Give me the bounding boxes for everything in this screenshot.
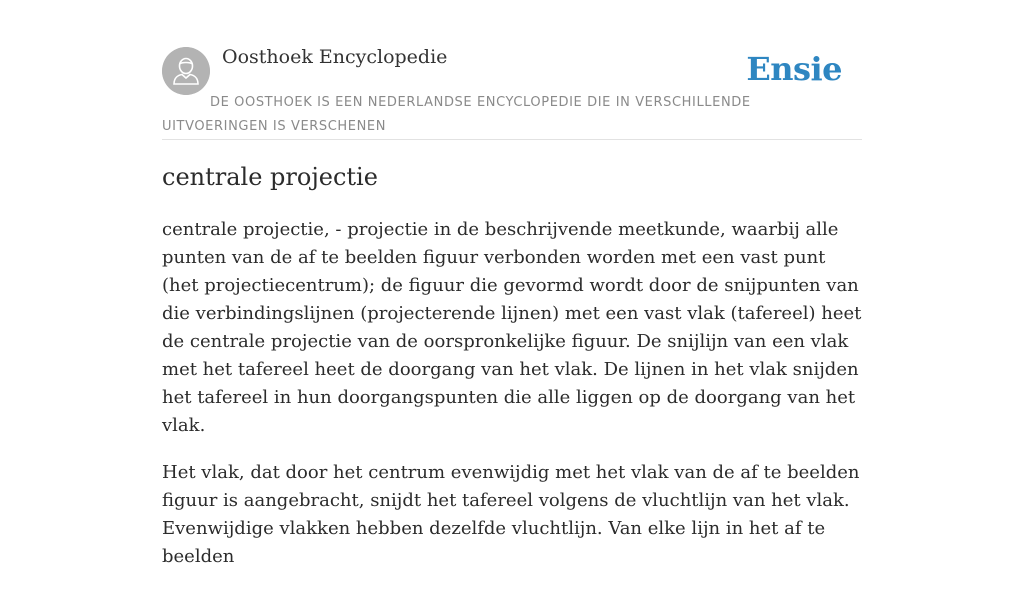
- source-name[interactable]: Oosthoek Encyclopedie: [222, 46, 448, 68]
- source-tagline: DE OOSTHOEK IS EEN NEDERLANDSE ENCYCLOPEDIE DIE IN VERSCHILLENDE UITVOERINGEN IS VERSCHENEN: [162, 95, 751, 134]
- article-paragraph: Het vlak, dat door het centrum evenwijdig met het vlak van de af te beelden figuur is aangebracht, snijdt het tafereel volgens de vluchtlijn van het vlak. Evenwijdige vlakken hebben dezelfde vluchtlijn. Van elke lijn in het af te beelden: [162, 462, 860, 567]
- user-avatar-icon[interactable]: [162, 47, 210, 95]
- article-paragraph: centrale projectie, - projectie in de beschrijvende meetkunde, waarbij alle punten van de af te beelden figuur verbonden worden met een vast punt (het projectiecentrum); de figuur die gevormd wordt door de snijpunten van die verbindingslijnen (projecterende lijnen) met een vast vlak (tafereel) heet de centrale projectie van de oorspronkelijke figuur. De snijlijn van een vlak met het tafereel heet de doorgang van het vlak. De lijnen in het vlak snijden het tafereel in hun doorgangspunten die alle liggen op de doorgang van het vlak.: [162, 219, 862, 436]
- ensie-logo[interactable]: Ensie: [746, 50, 842, 88]
- article-title: centrale projectie: [162, 163, 378, 191]
- source-header: [162, 46, 862, 140]
- header-divider: [162, 139, 862, 140]
- article-body: [162, 216, 867, 590]
